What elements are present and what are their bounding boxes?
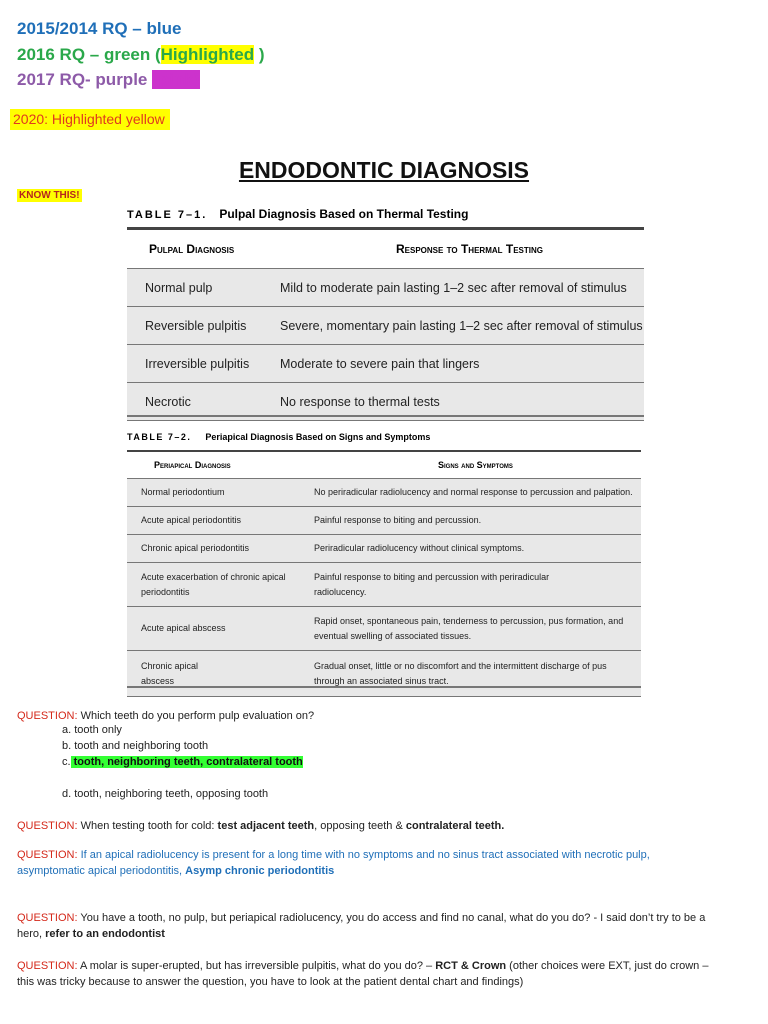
table1-cell-diagnosis: Normal pulp (145, 280, 213, 295)
question-5-line1-post: (other choices were EXT, just do crown – (506, 960, 709, 972)
question-5-line2: this was tricky because to answer the question, you have to look at the patient dental chart and findings) (17, 976, 524, 988)
question-4 (17, 910, 762, 942)
table2-cell-diagnosis-line: Acute exacerbation of chronic apical (141, 571, 286, 582)
table2-cell-signs (314, 614, 641, 644)
table2-col1-header: Periapical Diagnosis (154, 460, 231, 470)
table1-cell-response: No response to thermal tests (280, 394, 440, 409)
table2-cell-signs-line: Rapid onset, spontaneous pain, tenderness to percussion, pus formation, and (314, 615, 624, 626)
question-label: QUESTION: (17, 820, 78, 832)
table2-row (127, 535, 641, 563)
question-1-option-c (62, 756, 303, 768)
table2-cell-signs-line: Gradual onset, little or no discomfort and the intermittent discharge of pus (314, 660, 607, 671)
table2-row (127, 563, 641, 607)
question-1-option-d: d. tooth, neighboring teeth, opposing tooth (62, 788, 269, 800)
question-1 (17, 708, 314, 724)
table2-cell-signs-line: through an associated sinus tract. (314, 675, 449, 686)
legend-purple-highlight: (pink) (153, 70, 200, 89)
question-1-option-a: a. tooth only (62, 724, 122, 736)
table1-bottom-rule (127, 415, 644, 417)
table1-label: TABLE 7–1. (127, 209, 208, 221)
table1-title: Pulpal Diagnosis Based on Thermal Testing (219, 207, 469, 221)
question-3-line2: asymptomatic apical periodontitis, (17, 865, 186, 877)
page-title: ENDODONTIC DIAGNOSIS (238, 157, 530, 183)
question-1-option-c-answer: tooth, neighboring teeth, contralateral tooth (70, 756, 303, 768)
table2-cell-diagnosis (127, 570, 314, 600)
legend-purple (17, 70, 200, 90)
table2-cell-diagnosis (127, 513, 314, 528)
table2-col2-header: Signs and Symptoms (438, 460, 513, 470)
table2-bottom-rule (127, 686, 641, 688)
legend-purple-pre: 2017 RQ- purple (17, 70, 153, 89)
question-1-option-b: b. tooth and neighboring tooth (62, 740, 209, 752)
legend-green-post: ) (254, 45, 265, 64)
table1-caption (127, 207, 468, 221)
table2-cell-diagnosis-line: Normal periodontium (141, 487, 225, 497)
question-3 (17, 847, 757, 879)
table2-caption (127, 432, 430, 442)
table2-cell-diagnosis (127, 659, 314, 689)
table2-cell-diagnosis-line: Acute apical periodontitis (141, 515, 242, 525)
legend-green-highlight: Highlighted (160, 45, 255, 64)
question-label: QUESTION: (17, 912, 78, 924)
table1-cell-response: Severe, momentary pain lasting 1–2 sec after removal of stimulus (280, 318, 643, 333)
table1-col1-header: Pulpal Diagnosis (149, 242, 235, 256)
question-4-line2: hero, (17, 928, 46, 940)
question-2 (17, 818, 504, 834)
table1 (127, 227, 644, 421)
table2-cell-diagnosis (127, 621, 314, 636)
table2-cell-signs-line: Painful response to biting and percussion. (314, 515, 482, 525)
table1-header (127, 230, 644, 269)
question-5-answer: RCT & Crown (435, 960, 507, 972)
question-2-bold1: test adjacent teeth (217, 820, 315, 832)
table1-col2-header: Response to Thermal Testing (396, 242, 543, 256)
table2-cell-signs-line: eventual swelling of associated tissues. (314, 630, 472, 641)
table1-row (127, 307, 644, 345)
table2-label: TABLE 7–2. (127, 432, 192, 442)
question-2-pre: When testing tooth for cold: (77, 820, 218, 832)
table2-cell-signs (314, 570, 641, 600)
legend-green (17, 45, 265, 65)
table2-cell-diagnosis-line: abscess (141, 675, 175, 686)
legend-green-pre: 2016 RQ – green ( (17, 45, 161, 64)
table1-cell-diagnosis: Irreversible pulpitis (145, 356, 250, 371)
table2-cell-diagnosis-line: Chronic apical (141, 660, 199, 671)
table1-cell-response: Mild to moderate pain lasting 1–2 sec after removal of stimulus (280, 280, 627, 295)
table2-cell-signs-line: No periradicular radiolucency and normal response to percussion and palpation. (314, 487, 633, 497)
table2-cell-signs-line: Painful response to biting and percussion with periradicular (314, 571, 550, 582)
table2-title: Periapical Diagnosis Based on Signs and Symptoms (205, 432, 431, 442)
table1-cell-diagnosis: Reversible pulpitis (145, 318, 247, 333)
question-5 (17, 958, 762, 990)
question-2-mid: , opposing teeth & (314, 820, 406, 832)
legend-2020: 2020: Highlighted yellow (10, 109, 170, 130)
question-3-answer: Asymp chronic periodontitis (185, 865, 335, 877)
question-4-line1: You have a tooth, no pulp, but periapical radiolucency, you do access and find no canal, what do you do? - I said don’t try to be a (77, 912, 706, 924)
question-5-line1-pre: A molar is super-erupted, but has irreversible pulpitis, what do you do? – (77, 960, 436, 972)
table2-cell-diagnosis (127, 541, 314, 556)
question-1-text: Which teeth do you perform pulp evaluation on? (77, 710, 315, 722)
legend-blue: 2015/2014 RQ – blue (17, 19, 182, 38)
table2 (127, 450, 641, 697)
table2-row (127, 607, 641, 651)
table2-cell-diagnosis-line: periodontitis (141, 586, 190, 597)
table2-cell-signs (314, 659, 641, 689)
table2-cell-diagnosis-line: Acute apical abscess (141, 623, 226, 633)
table1-cell-diagnosis: Necrotic (145, 394, 191, 409)
table2-cell-signs (314, 513, 641, 528)
table1-cell-response: Moderate to severe pain that lingers (280, 356, 480, 371)
table2-header (127, 452, 641, 479)
table1-row (127, 345, 644, 383)
table2-row (127, 479, 641, 507)
table1-row (127, 269, 644, 307)
table2-cell-signs (314, 485, 641, 500)
table2-cell-signs (314, 541, 641, 556)
table2-row (127, 507, 641, 535)
question-2-bold2: contralateral teeth. (405, 820, 505, 832)
question-label: QUESTION: (17, 710, 78, 722)
question-label: QUESTION: (17, 960, 78, 972)
table2-cell-signs-line: radiolucency. (314, 586, 367, 597)
table2-cell-diagnosis-line: Chronic apical periodontitis (141, 543, 250, 553)
question-label: QUESTION: (17, 849, 78, 861)
question-1-option-c-letter: c. (62, 756, 71, 768)
table2-cell-signs-line: Periradicular radiolucency without clinical symptoms. (314, 543, 525, 553)
question-3-line1: If an apical radiolucency is present for a long time with no symptoms and no sinus tract associated with necrotic pulp, (77, 849, 650, 861)
table2-cell-diagnosis (127, 485, 314, 500)
question-4-answer: refer to an endodontist (45, 928, 165, 940)
know-this-note: KNOW THIS! (19, 190, 80, 201)
table2-row (127, 651, 641, 697)
